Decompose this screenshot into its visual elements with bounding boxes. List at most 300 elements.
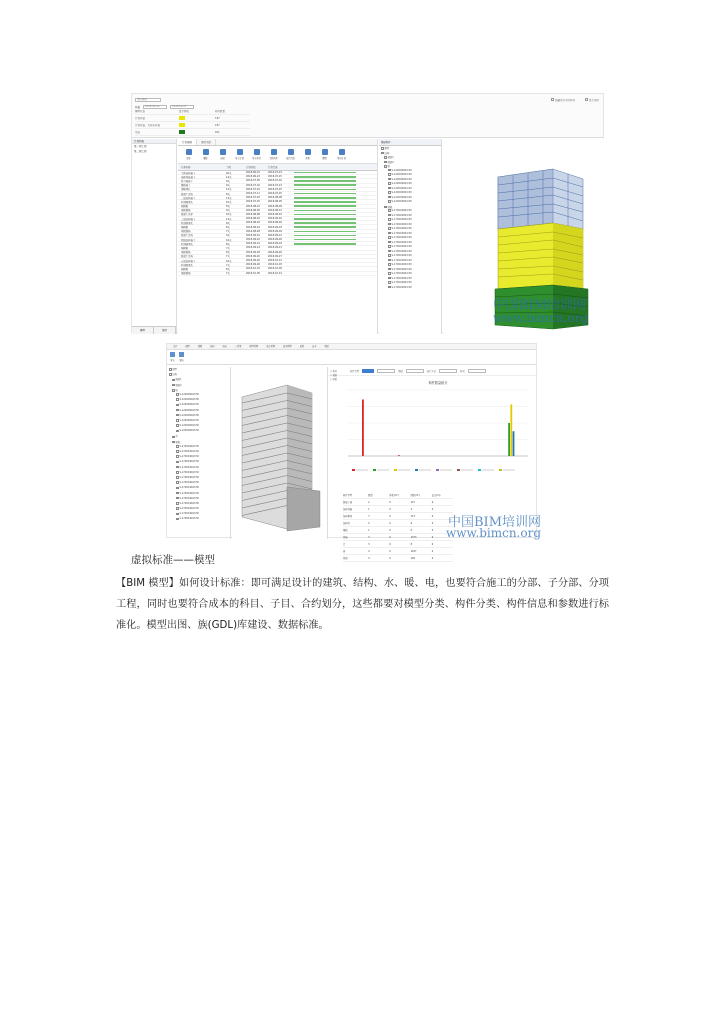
table-cell: 713 <box>410 514 415 518</box>
start-cell: 2018-06-01 <box>246 171 260 175</box>
tree-checkbox[interactable] <box>176 466 179 469</box>
end-cell: 2018-08-05 <box>268 200 282 204</box>
gantt-cell <box>290 272 360 275</box>
start-cell: 2018-07-01 <box>246 187 260 191</box>
legend-swatch <box>394 469 397 471</box>
toolbar-icon <box>186 149 192 155</box>
tree-checkbox[interactable] <box>381 152 384 155</box>
start-cell: 2018-08-24 <box>246 225 260 229</box>
table-row[interactable] <box>343 520 453 527</box>
table-cell: 1 <box>368 507 370 511</box>
tree-checkbox[interactable] <box>172 441 175 444</box>
tree-checkbox[interactable] <box>176 502 179 505</box>
tree-checkbox[interactable] <box>384 156 387 159</box>
tree-checkbox[interactable] <box>388 259 391 262</box>
tree-title: 楼层构件 <box>379 139 441 146</box>
task-name-cell: 柱钢筋绑扎 <box>181 200 193 204</box>
tree-node-label: 柱 <box>175 435 178 439</box>
gantt-bar <box>294 189 356 191</box>
tree-checkbox[interactable] <box>388 250 391 253</box>
start-cell: 2018-09-18 <box>246 250 260 254</box>
tree-checkbox[interactable] <box>388 263 391 266</box>
legend-swatch <box>436 469 439 471</box>
chart-bar <box>513 431 515 456</box>
legend-header-count: 构件数量 <box>215 110 226 113</box>
tree-node-label: S-1700X400/C30 <box>391 231 412 235</box>
end-cell: 2018-09-01 <box>268 217 282 221</box>
task-name-cell: 剪力墙施工 <box>181 179 193 183</box>
legend-swatch <box>179 116 185 120</box>
tree-checkbox[interactable] <box>388 241 391 244</box>
gantt-bar <box>294 193 356 195</box>
tree-checkbox[interactable] <box>384 165 387 168</box>
tree-node-label: S-1700X400/C30 <box>179 501 199 505</box>
table-cell: 127 <box>410 500 415 504</box>
toolbar-icon <box>220 149 226 155</box>
tree-checkbox[interactable] <box>388 227 391 230</box>
tree-checkbox[interactable] <box>388 218 391 221</box>
duration-cell: 14天 <box>226 217 232 221</box>
table-cell: 0 <box>389 514 391 518</box>
table-cell: 0 <box>431 521 434 525</box>
gantt-bar <box>294 218 356 220</box>
task-name-cell: 梁板钢筋 <box>181 230 191 234</box>
filter-select[interactable] <box>377 369 395 373</box>
task-name-cell: 混凝土浇筑 <box>181 234 193 238</box>
schedule-toolbar <box>178 146 377 164</box>
progress-simulation-screenshot <box>131 93 604 333</box>
gantt-bar <box>294 184 356 186</box>
toolbar-button[interactable] <box>334 146 349 163</box>
end-date-field[interactable]: 2018-09-27 <box>170 105 194 109</box>
tree-checkbox[interactable] <box>388 281 391 284</box>
task-name-cell: 钢筋绑扎 <box>181 188 191 192</box>
body-paragraph: 【BIM 模型】如何设计标准：即可满足设计的建筑、结构、水、暖、电，也要符合施工的分部、子分部、分项工程，同时也要符合成本的科目、子目、合约划分，这些都要对模型分类、构件分类、构件信息和参数进行标准化。模型出图、族(GDL)库建设、数据标准。 <box>116 578 609 631</box>
tree-node-label: S-1200X600/C30 <box>179 429 199 433</box>
end-cell: 2018-10-12 <box>268 271 282 275</box>
tree-checkbox[interactable] <box>176 419 179 422</box>
tree-checkbox[interactable] <box>176 487 179 490</box>
menu-item[interactable]: 机电 <box>222 345 227 348</box>
duration-cell: 8天 <box>226 179 230 183</box>
gantt-bar <box>294 172 356 174</box>
table-cell: 3 <box>368 535 370 539</box>
tree-checkbox[interactable] <box>176 414 179 417</box>
table-cell: 105 <box>410 556 415 560</box>
tree-checkbox[interactable] <box>176 471 179 474</box>
tree-node-label: S-1700X400/C30 <box>179 470 199 474</box>
tree-checkbox[interactable] <box>176 393 179 396</box>
col-start: 计划开始 <box>246 166 256 169</box>
tree-node-label: S-1700X400/C30 <box>391 209 412 212</box>
toolbar-button[interactable] <box>215 146 230 163</box>
task-name-cell: 柱钢筋绑扎 <box>181 221 193 225</box>
table-header-row <box>343 492 453 499</box>
tree-node-label: S-1700X400/C30 <box>179 486 199 490</box>
tree-checkbox[interactable] <box>381 147 384 150</box>
tree-checkbox[interactable] <box>176 398 179 401</box>
task-name-cell: 混凝土浇筑 <box>181 192 193 196</box>
gantt-bar <box>294 205 356 207</box>
menu-item[interactable]: 安全 <box>312 345 317 348</box>
plan-list-item[interactable]: 第一期工程 <box>134 145 147 148</box>
toolbar-icon <box>339 149 345 155</box>
gantt-cell <box>290 205 360 208</box>
start-cell: 2018-10-05 <box>246 271 260 275</box>
table-cell: 0 <box>389 535 391 539</box>
toolbar-button[interactable] <box>232 146 247 163</box>
tree-checkbox[interactable] <box>176 445 179 448</box>
tree-node-label: S-1200X600/C30 <box>179 408 199 412</box>
table-cell: 0 <box>389 500 391 504</box>
toolbar-icon <box>322 149 328 155</box>
tree-node-label: 楼层2 <box>175 383 182 387</box>
tab-progress-link[interactable]: 进度关联 <box>197 139 216 145</box>
side-option[interactable]: ○ 材质 <box>330 378 337 381</box>
toolbar-icon <box>305 149 311 155</box>
table-cell: 0 <box>389 528 391 532</box>
start-cell: 2018-09-01 <box>246 233 260 237</box>
tree-checkbox[interactable] <box>176 492 179 495</box>
menu-item[interactable]: 结构 <box>210 345 215 348</box>
tree-node-label: S-1700X400/C30 <box>179 507 199 511</box>
table-row[interactable] <box>343 548 453 555</box>
gantt-bar <box>294 201 356 203</box>
duration-cell: 10天 <box>226 200 232 204</box>
toolbar-label: 编辑 <box>220 157 225 160</box>
table-row[interactable] <box>343 527 453 534</box>
duration-cell: 12天 <box>226 188 232 192</box>
tree-checkbox[interactable] <box>172 436 175 439</box>
tree-checkbox[interactable] <box>388 173 391 176</box>
start-cell: 2018-08-18 <box>246 221 260 225</box>
start-cell: 2018-08-05 <box>246 208 260 212</box>
tab-plan-edit[interactable]: 计划编辑 <box>178 139 197 145</box>
tab-progress[interactable]: 进度 <box>154 327 176 334</box>
filter-select[interactable] <box>468 369 486 373</box>
tree-node-label: S-1700X400/C30 <box>179 450 199 453</box>
menu-item[interactable]: 帮助 <box>324 345 329 348</box>
table-cell: 0 <box>431 528 434 532</box>
tree-checkbox[interactable] <box>388 214 391 217</box>
toolbar-label: 取消关联 <box>286 157 295 160</box>
tree-node-label: S-1200X600/C30 <box>391 168 412 172</box>
export-button[interactable] <box>179 352 184 362</box>
table-cell: 0 <box>431 507 434 511</box>
gantt-bar <box>294 235 356 237</box>
start-cell: 2018-09-10 <box>246 238 260 242</box>
tree-checkbox[interactable] <box>388 191 391 194</box>
tree-checkbox[interactable] <box>176 424 179 427</box>
tree-checkbox[interactable] <box>388 254 391 257</box>
filter-bar <box>328 367 538 376</box>
duration-cell: 7天 <box>226 246 230 250</box>
tree-node-label: S-1700X400/C30 <box>179 460 199 464</box>
ribbon <box>167 350 536 365</box>
tree-node-label: S-1200X600/C30 <box>179 403 199 407</box>
tree-checkbox[interactable] <box>176 507 179 510</box>
hide-inprogress-checkbox[interactable] <box>551 98 554 101</box>
gantt-cell <box>290 175 360 178</box>
building-3d-view[interactable] <box>443 139 605 334</box>
chart-title: 构件数量统计 <box>428 381 448 385</box>
duration-cell: 16天 <box>226 238 232 242</box>
tree-node-label: S-1700X400/C30 <box>391 227 412 230</box>
tree-checkbox[interactable] <box>172 379 175 382</box>
tree-checkbox[interactable] <box>388 196 391 199</box>
toolbar-button[interactable] <box>283 146 298 163</box>
mode-select[interactable]: 进度模拟 <box>135 98 161 102</box>
table-row[interactable] <box>343 513 453 520</box>
toolbar-label: 导入计划 <box>235 157 244 160</box>
gantt-cell <box>290 242 360 245</box>
tree-checkbox[interactable] <box>388 272 391 275</box>
legend-label-placeholder <box>356 470 368 471</box>
duration-cell: 7天 <box>226 255 230 259</box>
table-cell: 结构柱 <box>343 522 350 525</box>
tree-node-label: S-1700X400/C30 <box>391 267 412 271</box>
gantt-bar <box>294 214 356 216</box>
tree-checkbox[interactable] <box>388 245 391 248</box>
tree-checkbox[interactable] <box>176 518 179 521</box>
menu-item[interactable]: 视图 <box>185 345 190 348</box>
end-cell: 2018-07-16 <box>268 179 282 183</box>
duration-cell: 8天 <box>226 267 230 271</box>
table-row[interactable] <box>343 499 453 506</box>
tree-node-label: S-1700X400/C30 <box>391 245 412 248</box>
menu-item[interactable]: 文件 <box>173 345 178 348</box>
table-cell: 1 <box>368 528 370 532</box>
component-statistics-screenshot <box>166 343 542 560</box>
start-cell: 2018-10-01 <box>246 267 260 271</box>
gantt-cell <box>290 234 360 237</box>
tree-checkbox[interactable] <box>176 450 179 453</box>
query-button[interactable] <box>362 369 374 373</box>
table-cell: 结构框架 <box>343 515 353 518</box>
menu-item[interactable]: 模型管理 <box>249 345 259 348</box>
menu-item[interactable]: 质量 <box>299 345 305 348</box>
tree-node[interactable] <box>167 517 230 522</box>
side-option[interactable]: ○ 构件 <box>330 370 337 373</box>
toolbar-button[interactable] <box>300 146 315 163</box>
figure-caption: 虚拟标准——模型 <box>131 554 215 566</box>
tree-checkbox[interactable] <box>172 389 175 392</box>
menu-item[interactable]: 成本管理 <box>282 345 292 348</box>
duration-cell: 13天 <box>226 196 232 200</box>
tree-node-label: 楼板 <box>175 440 181 444</box>
side-option[interactable]: ○ 楼层 <box>330 374 337 377</box>
legend-label-placeholder <box>461 470 473 471</box>
toolbar-button[interactable] <box>317 146 332 163</box>
legend-label-placeholder <box>419 470 431 471</box>
duration-cell: 7天 <box>226 272 230 276</box>
toolbar-button[interactable] <box>181 146 196 163</box>
tree-checkbox[interactable] <box>388 223 391 226</box>
tree-node-label: S-1200X600/C30 <box>391 195 412 199</box>
tree-checkbox[interactable] <box>388 200 391 203</box>
duration-cell: 9天 <box>226 184 230 188</box>
tree-checkbox[interactable] <box>388 277 391 280</box>
duration-cell: 9天 <box>226 234 230 238</box>
tree-checkbox[interactable] <box>176 404 179 407</box>
table-cell: 6 <box>410 521 413 525</box>
tree-node-label: S-1700X400/C30 <box>179 481 199 485</box>
tree-checkbox[interactable] <box>384 161 387 164</box>
tree-checkbox[interactable] <box>176 497 179 500</box>
table-row[interactable] <box>178 272 377 276</box>
filter-select[interactable] <box>439 369 457 373</box>
tree-checkbox[interactable] <box>176 481 179 484</box>
tree-checkbox[interactable] <box>388 178 391 181</box>
table-cell: 0 <box>431 500 434 504</box>
tree-checkbox[interactable] <box>176 461 179 464</box>
start-cell: 2018-09-26 <box>246 259 260 263</box>
tree-checkbox[interactable] <box>388 232 391 235</box>
legend-swatch <box>499 469 502 471</box>
table-cell: 4 <box>368 556 370 560</box>
task-name-cell: 墙模板 <box>181 205 189 209</box>
import-button[interactable] <box>170 352 175 362</box>
tree-checkbox[interactable] <box>176 430 179 433</box>
task-name-cell: 五层结构施工 <box>181 259 196 263</box>
menu-item[interactable]: 进度管理 <box>266 345 275 348</box>
duration-cell: 16天 <box>226 259 232 263</box>
tree-node-label: S-1700X400/C30 <box>179 496 199 500</box>
table-cell: 屋顶 <box>343 557 348 560</box>
end-cell: 2018-08-26 <box>268 221 282 225</box>
chart-bar <box>398 455 400 456</box>
start-cell: 2018-07-25 <box>246 196 260 200</box>
tree-checkbox[interactable] <box>176 513 179 516</box>
gantt-bar <box>294 176 356 178</box>
toolbar-button[interactable] <box>249 146 264 163</box>
end-cell: 2018-10-03 <box>268 263 282 267</box>
tab-model[interactable]: 模型 <box>132 327 154 334</box>
col-end: 计划完成 <box>268 166 278 169</box>
end-cell: 2018-10-12 <box>268 259 282 263</box>
duration-cell: 8天 <box>226 192 230 196</box>
duration-cell: 8天 <box>226 242 230 246</box>
start-cell: 2018-09-10 <box>246 242 260 246</box>
duration-cell: 7天 <box>226 263 230 267</box>
gantt-cell <box>290 184 360 187</box>
gray-building-3d-view[interactable] <box>232 367 327 539</box>
tree-checkbox[interactable] <box>176 409 179 412</box>
tree-checkbox[interactable] <box>384 206 387 209</box>
end-cell: 2018-08-22 <box>268 212 282 216</box>
tree-checkbox[interactable] <box>388 268 391 271</box>
tree-node-label: S-1200X600/C30 <box>391 173 412 176</box>
show-progress-label: 显示进度 <box>588 99 599 102</box>
tree-node-label: S-1700X400/C30 <box>179 491 199 495</box>
show-progress-checkbox[interactable] <box>585 98 588 101</box>
duration-cell: 20天 <box>226 171 232 175</box>
tree-checkbox[interactable] <box>176 476 179 479</box>
legend-swatch <box>352 469 355 471</box>
end-cell: 2018-09-03 <box>268 225 282 229</box>
task-name-cell: 主体结构施工 <box>181 171 196 175</box>
table-header-cell: 体积(m³) <box>389 494 399 497</box>
filter-select[interactable] <box>406 369 424 373</box>
gantt-cell <box>290 259 360 262</box>
tree-checkbox[interactable] <box>388 169 391 172</box>
table-row[interactable] <box>343 555 453 562</box>
tree-checkbox[interactable] <box>388 209 391 212</box>
legend-swatch <box>373 469 376 471</box>
tree-checkbox[interactable] <box>388 187 391 190</box>
table-cell: 窗 <box>343 550 346 553</box>
table-row[interactable] <box>343 541 453 548</box>
plan-list-item[interactable]: 第二期工程 <box>134 150 147 153</box>
table-cell: 0 <box>410 528 413 532</box>
table-cell: 0 <box>431 535 434 539</box>
gray-building-image <box>232 367 327 539</box>
tree-node-label: S-1200X600/C30 <box>391 186 412 190</box>
tree-node[interactable] <box>379 286 441 291</box>
tree-checkbox[interactable] <box>388 236 391 239</box>
tree-node-label: S-1700X400/C30 <box>391 222 412 226</box>
gantt-cell <box>290 196 360 199</box>
tree-node-label: S-1200X600/C30 <box>179 392 199 396</box>
gantt-cell <box>290 263 360 266</box>
import-icon <box>170 352 175 357</box>
tree-node-label: S-1700X400/C30 <box>179 465 199 469</box>
gantt-bar <box>294 231 356 233</box>
end-cell: 2018-07-23 <box>268 183 282 187</box>
duration-cell: 8天 <box>226 226 230 230</box>
col-duration: 工期 <box>226 166 231 169</box>
tree-node-label: S-1700X400/C30 <box>391 263 412 266</box>
tree-checkbox[interactable] <box>169 373 172 376</box>
tree-node-label: 结构 <box>384 151 390 155</box>
menu-item[interactable]: 建模 <box>197 345 203 348</box>
table-row[interactable] <box>343 506 453 513</box>
duration-cell: 9天 <box>226 209 230 213</box>
tree-checkbox[interactable] <box>388 182 391 185</box>
simulation-header <box>132 94 603 138</box>
gantt-bar <box>294 180 356 182</box>
tree-checkbox[interactable] <box>388 286 391 289</box>
legend-label-placeholder <box>398 470 410 471</box>
watermark-en: www.bimcn.org <box>446 526 542 540</box>
tree-node-label: S-1200X600/C30 <box>179 424 199 428</box>
menu-item[interactable]: 工程量 <box>234 345 242 348</box>
start-cell: 2018-07-16 <box>246 183 260 187</box>
toolbar-button[interactable] <box>198 146 213 163</box>
hide-inprogress-label: 隐藏进行中的构件 <box>555 99 576 102</box>
task-name-cell: 筏板基础施工 <box>181 175 196 179</box>
end-cell: 2018-09-27 <box>268 254 282 258</box>
floor-component-tree <box>379 139 442 334</box>
start-cell: 2018-07-11 <box>246 192 260 196</box>
start-date-field[interactable]: 2018-09-12 <box>143 105 167 109</box>
tree-checkbox[interactable] <box>176 455 179 458</box>
toolbar-button[interactable] <box>266 146 281 163</box>
table-cell: 0 <box>389 507 391 511</box>
tree-checkbox[interactable] <box>172 384 175 387</box>
table-cell: 2 <box>410 507 413 511</box>
tree-node-label: S-1700X400/C30 <box>391 258 412 262</box>
export-icon <box>179 352 184 357</box>
gantt-bar <box>294 243 356 245</box>
start-cell: 2018-07-25 <box>246 200 260 204</box>
tree-node-label: S-1200X600/C30 <box>391 177 412 181</box>
table-row[interactable] <box>343 534 453 541</box>
import-label: 导入 <box>170 359 175 362</box>
model-tree <box>167 367 231 539</box>
tree-checkbox[interactable] <box>169 368 172 371</box>
watermark-cn: 中国BIM培训网 <box>493 298 586 313</box>
